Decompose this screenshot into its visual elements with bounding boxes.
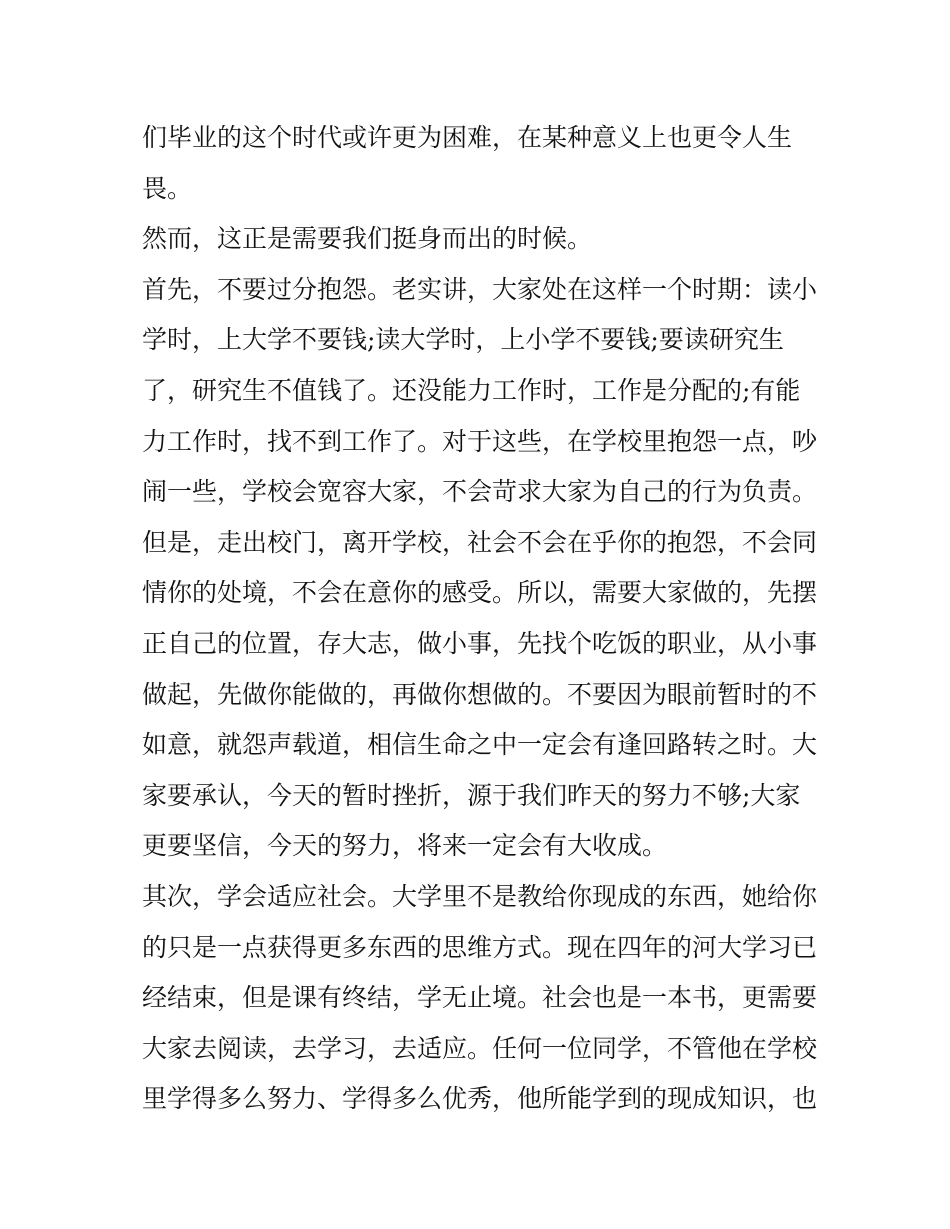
text-line: 畏。 — [142, 173, 193, 203]
text-line: 如意，就怨声载道，相信生命之中一定会有逢回路转之时。大 — [142, 730, 818, 760]
text-line: 更要坚信，今天的努力，将来一定会有大收成。 — [142, 831, 668, 861]
text-line: 力工作时，找不到工作了。对于这些，在学校里抱怨一点，吵 — [142, 426, 818, 456]
text-line: 但是，走出校门，离开学校，社会不会在乎你的抱怨，不会同 — [142, 527, 818, 557]
text-line: 学时，上大学不要钱;读大学时，上小学不要钱;要读研究生 — [142, 325, 784, 355]
text-line: 了，研究生不值钱了。还没能力工作时，工作是分配的;有能 — [142, 375, 801, 405]
text-line: 的只是一点获得更多东西的思维方式。现在四年的河大学习已 — [142, 932, 818, 962]
text-line: 家要承认，今天的暂时挫折，源于我们昨天的努力不够;大家 — [142, 780, 801, 810]
text-line: 闹一些，学校会宽容大家，不会苛求大家为自己的行为负责。 — [142, 477, 818, 507]
text-line: 正自己的位置，存大志，做小事，先找个吃饭的职业，从小事 — [142, 628, 818, 658]
text-line: 大家去阅读，去学习，去适应。任何一位同学，不管他在学校 — [142, 1033, 818, 1063]
body-text — [142, 113, 822, 1125]
text-line: 做起，先做你能做的，再做你想做的。不要因为眼前暂时的不 — [142, 679, 818, 709]
text-line: 其次，学会适应社会。大学里不是教给你现成的东西，她给你 — [142, 881, 818, 911]
text-line: 们毕业的这个时代或许更为困难，在某种意义上也更令人生 — [142, 123, 793, 152]
text-line: 里学得多么努力、学得多么优秀，他所能学到的现成知识，也 — [142, 1084, 818, 1114]
text-line: 然而，这正是需要我们挺身而出的时候。 — [142, 224, 593, 254]
text-line: 首先，不要过分抱怨。老实讲，大家处在这样一个时期：读小 — [142, 274, 818, 304]
text-line: 情你的处境，不会在意你的感受。所以，需要大家做的，先摆 — [142, 578, 818, 608]
text-line: 经结束，但是课有终结，学无止境。社会也是一本书，更需要 — [142, 983, 818, 1013]
